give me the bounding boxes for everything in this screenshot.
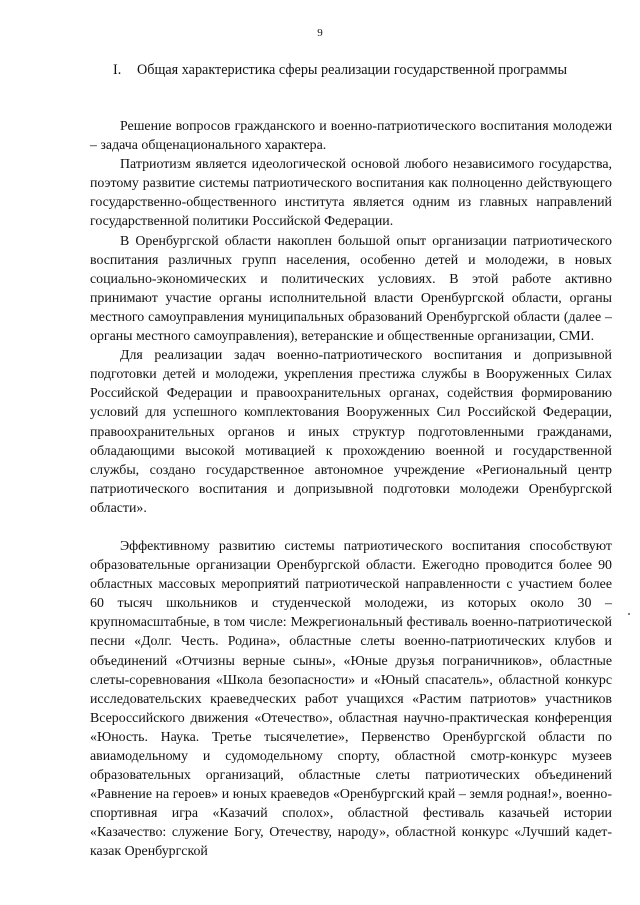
paragraph-1: Решение вопросов гражданского и военно-патриотического воспитания молодежи – задача общенационального характера. — [90, 119, 612, 154]
document-body — [90, 98, 612, 862]
paragraph-3: В Оренбургской области накоплен большой опыт организации патриотического воспитания различных групп населения, особенно детей и молодежи, в новых социально-экономических и политических условиях. В этой работе активно принимают участие органы исполнительной власти Оренбургской области, органы местного самоуправления муниципальных образований Оренбургской области (далее – органы местного самоуправления), ветеранские и общественные организации, СМИ. — [90, 233, 612, 345]
margin-speck — [628, 613, 630, 615]
paragraph-5: Эффективному развитию системы патриотического воспитания способствуют образовательные организации Оренбургской области. Ежегодно проводится более 90 областных массовых мероприятий патриотической направленности с участием более 60 тысяч школьников и студенческой молодежи, из которых около 30 – крупномасштабные, в том числе: Межрегиональный фестиваль военно-патриотической песни «Долг. Честь. Родина», областные слеты военно-патриотических клубов и объединений «Отчизны верные сыны», «Юные друзья пограничников», областные слеты-соревнования «Школа безопасности» и «Юный спасатель», областной конкурс исследовательских краеведческих работ учащихся «Растим патриотов» участников Всероссийского движения «Отечество», областная научно-практическая конференция «Юность. Наука. Третье тысячелетие», Первенство Оренбургской области по авиамодельному и судомодельному спорту, областной смотр-конкурс музеев образовательных организаций, областные слеты патриотических объединений «Равнение на героев» и юных краеведов «Оренбургский край – земля родная!», военно-спортивная игра «Казачий сполох», областной фестиваль казачьей истории «Казачество: служение Богу, Отечеству, народу», областной конкурс «Лучший кадет-казак Оренбургской — [90, 538, 612, 860]
section-title: Общая характеристика сферы реализации государственной программы — [137, 62, 568, 78]
paragraph-4: Для реализации задач военно-патриотического воспитания и допризывной подготовки детей и молодежи, укрепления престижа службы в Вооруженных Силах Российской Федерации и правоохранительных органах, содействия формированию условий для успешного комплектования Вооруженных Сил Российской Федерации, правоохранительных органов и иных структур подготовленными гражданами, обладающими высокой мотивацией к прохождению военной и государственной службы, создано государственное автономное учреждение «Региональный центр патриотического воспитания и допризывной подготовки молодежи Оренбургской области». — [90, 348, 612, 516]
section-number: I. — [113, 62, 122, 78]
section-heading — [113, 60, 613, 80]
page-number: 9 — [317, 27, 323, 39]
paragraph-2: Патриотизм является идеологической основой любого независимого государства, поэтому развитие системы патриотического воспитания как полноценно действующего государственно-общественного института является одним из главных направлений государственной политики Российской Федерации. — [90, 157, 612, 230]
